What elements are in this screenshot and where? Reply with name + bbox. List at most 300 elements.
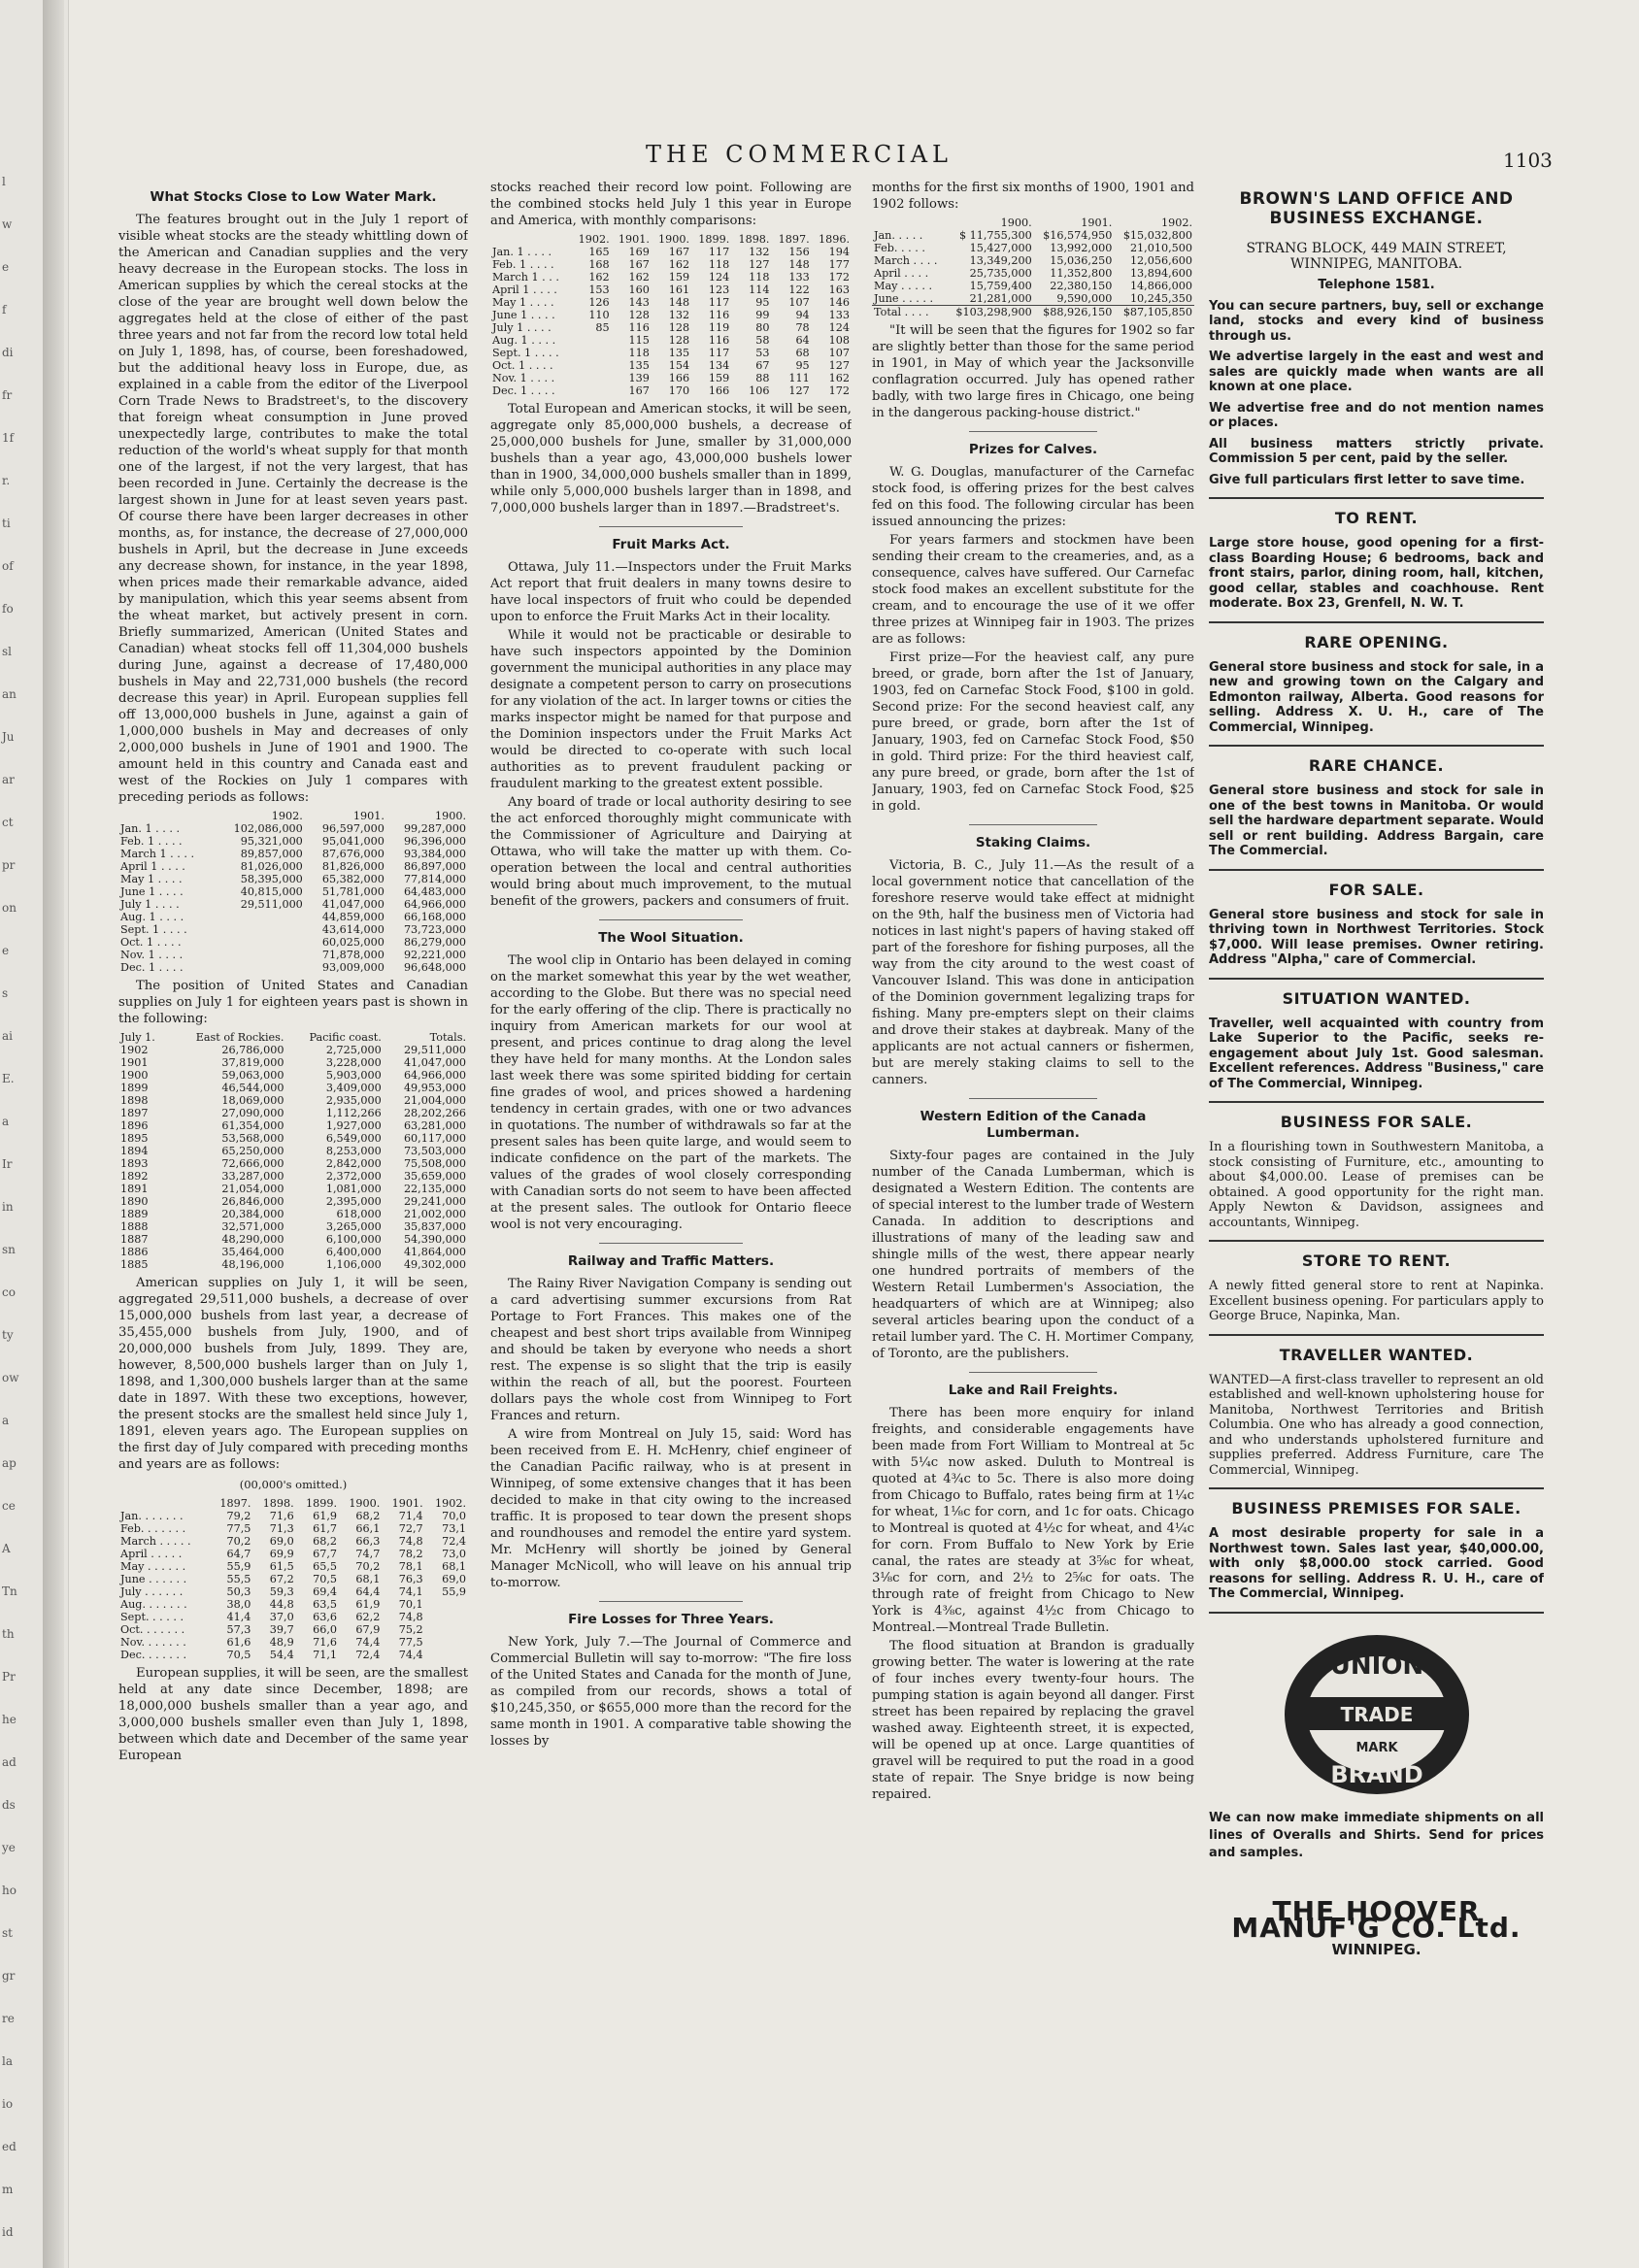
table-cell: 1896 (120, 1119, 149, 1132)
margin-fragment: Ju (2, 730, 15, 744)
table-cell: 99 (755, 309, 770, 321)
table-row (118, 1258, 468, 1271)
table-row (118, 1119, 468, 1132)
table-cell: 159 (708, 372, 730, 384)
table-cell (571, 372, 611, 384)
table-cell: 73,0 (442, 1548, 466, 1560)
table-row (490, 321, 852, 334)
table-cell: 166 (708, 384, 730, 397)
table-row (118, 1535, 468, 1548)
table-cell: 85 (595, 321, 610, 334)
margin-fragment: di (2, 346, 14, 359)
table-cell (425, 1636, 468, 1649)
table-cell: March . . . . (874, 254, 938, 267)
combined-stocks-table (490, 233, 852, 397)
table-cell: 70,1 (398, 1598, 423, 1611)
table-cell: 118 (628, 347, 650, 359)
table-row (118, 1585, 468, 1598)
margin-fragment: e (2, 260, 10, 274)
table-cell: 80 (755, 321, 770, 334)
table-cell: 93,384,000 (403, 848, 466, 860)
table-row (118, 1233, 468, 1246)
margin-fragment: ap (2, 1456, 17, 1470)
table-cell (571, 334, 611, 347)
margin-fragment: ds (2, 1798, 16, 1812)
table-header: 1900. (658, 233, 690, 246)
table-cell: 53 (755, 347, 770, 359)
table-cell: 67,9 (355, 1623, 381, 1636)
table-cell: 116 (708, 334, 730, 347)
article-title: Fruit Marks Act. (612, 537, 730, 552)
table-row (118, 1069, 468, 1082)
table-cell: 154 (668, 359, 690, 372)
table-cell: Total . . . . (872, 306, 946, 319)
table-header: 1901. (1081, 217, 1113, 229)
table-cell: 62,2 (355, 1611, 381, 1623)
table-cell: 1,112,266 (325, 1107, 382, 1119)
table-row (872, 280, 1194, 292)
table-cell: 70,5 (226, 1649, 251, 1661)
table-row (118, 1560, 468, 1573)
table-cell: 8,253,000 (325, 1145, 382, 1157)
table-cell: 66,168,000 (403, 911, 466, 923)
article-paragraph: First prize—For the heaviest calf, any pure breed, or grade, born after the 1st of January, 1903, fed on Carnefac Stock Food, $100 in gold. Second prize: For the second heaviest calf, any pure breed, or grade, born after the 1st of January, 1903, fed on Carnefac Stock Food, $50 in gold. Third prize: For the third heaviest calf, any pure breed, or grade, born after the 1st of January, 1903, fed on Carnefac Stock Food, $25 in gold. (872, 650, 1194, 814)
ad-title: BUSINESS FOR SALE. (1280, 1113, 1473, 1131)
table-header: 1899. (306, 1497, 338, 1510)
table-cell: 74,8 (398, 1535, 423, 1548)
table-header: 1896. (818, 233, 850, 246)
table-cell: Jan. . . . . . . (120, 1510, 184, 1522)
margin-fragment: s (2, 986, 9, 1000)
ad-title: BROWN'S LAND OFFICE AND BUSINESS EXCHANGE. (1239, 189, 1514, 228)
table-cell: 1,106,000 (325, 1258, 382, 1271)
table-cell: March . . . . . (120, 1535, 191, 1548)
table-cell: 128 (628, 309, 650, 321)
table-cell: 111 (788, 372, 810, 384)
table-cell: 2,372,000 (325, 1170, 382, 1183)
page-number: 1103 (1503, 149, 1553, 172)
table-header (872, 217, 946, 229)
table-cell (425, 1623, 468, 1636)
table-cell: 44,859,000 (321, 911, 385, 923)
table-row (490, 296, 852, 309)
table-cell: 1893 (120, 1157, 149, 1170)
margin-fragment: ct (2, 816, 14, 829)
table-cell: Aug. 1 . . . . (120, 911, 184, 923)
table-row (490, 359, 852, 372)
table-cell: 127 (828, 359, 850, 372)
table-cell: 61,7 (313, 1522, 338, 1535)
margin-fragment: Tn (2, 1584, 17, 1598)
table-cell: 35,837,000 (403, 1220, 466, 1233)
table-cell: 2,935,000 (325, 1094, 382, 1107)
ad-title: TRAVELLER WANTED. (1279, 1345, 1474, 1364)
table-cell: 6,549,000 (325, 1132, 382, 1145)
table-cell: Dec. 1 . . . . (492, 384, 555, 397)
table-cell: 68,2 (355, 1510, 381, 1522)
ad-title: BUSINESS PREMISES FOR SALE. (1231, 1499, 1522, 1518)
ad-divider (1209, 1334, 1544, 1336)
column-4-advertisements (1209, 180, 1544, 2210)
table-cell: 2,395,000 (325, 1195, 382, 1208)
table-cell: 107 (788, 296, 810, 309)
table-row (118, 1107, 468, 1119)
table-cell: 66,3 (355, 1535, 381, 1548)
table-row (490, 258, 852, 271)
table-row (118, 1649, 468, 1661)
table-row (118, 1522, 468, 1535)
table-cell: 162 (668, 258, 690, 271)
table-total-row (872, 306, 1194, 319)
table-cell: 116 (708, 309, 730, 321)
table-cell: 168 (588, 258, 610, 271)
table-cell: 61,9 (355, 1598, 381, 1611)
table-row (118, 923, 468, 936)
table-header: 1898. (738, 233, 770, 246)
table-row (118, 1044, 468, 1056)
table-cell: 148 (668, 296, 690, 309)
table-cell: 72,666,000 (221, 1157, 284, 1170)
table-cell: 163 (828, 284, 850, 296)
table-row (118, 1145, 468, 1157)
table-cell: 88 (755, 372, 770, 384)
table-cell: 61,9 (313, 1510, 338, 1522)
table-cell: 67 (755, 359, 770, 372)
margin-fragment: co (2, 1285, 16, 1299)
ad-text: A most desirable property for sale in a Northwest town. Sales last year, $40,000.00, with only $8,000.00 stock carried. Good reasons for selling. Address R. U. H., care of The Commercial, Winnipeg. (1209, 1526, 1544, 1601)
table-row (118, 1082, 468, 1094)
article-paragraph: Victoria, B. C., July 11.—As the result of a local government notice that cancellation of the foreshore reserve would take effect at midnight on the 9th, half the business men of Victoria had notices in last night's papers of having staked off part of the foreshore for fishing purposes, all the way from the city around to the west coast of Vancouver Island. This was done in anticipation of the Dominion government legalizing traps for fishing. Many pre-empters slept on their claims and drove their stakes at daybreak. Many of the applicants are not actual canners or fishermen, but are merely staking claims to sell to the canners. (872, 858, 1194, 1087)
ad-divider (1209, 745, 1544, 747)
table-cell: 1898 (120, 1094, 149, 1107)
margin-fragment: an (2, 687, 17, 701)
table-cell: May 1 . . . . (492, 296, 554, 309)
article-divider (969, 1098, 1098, 1099)
table-header: Pacific coast. (309, 1031, 382, 1044)
table-cell (571, 359, 611, 372)
table-row (872, 292, 1194, 306)
table-cell: July . . . . . . (120, 1585, 184, 1598)
table-cell: 13,992,000 (1050, 242, 1113, 254)
table-cell: Jan. . . . . (874, 229, 923, 242)
table-header: 1899. (698, 233, 730, 246)
table-header: 1900. (434, 810, 466, 822)
ad-address: STRANG BLOCK, 449 MAIN STREET, WINNIPEG, MANITOBA. (1246, 241, 1507, 272)
table-cell: 55,9 (442, 1585, 466, 1598)
table-cell: 26,846,000 (221, 1195, 284, 1208)
table-cell: 64,7 (226, 1548, 251, 1560)
table-cell: 1895 (120, 1132, 149, 1145)
table-row (118, 1195, 468, 1208)
article-title: Railway and Traffic Matters. (567, 1253, 775, 1269)
classified-ad (1209, 633, 1544, 736)
table-row (872, 229, 1194, 242)
table-cell: 96,396,000 (403, 835, 466, 848)
table-cell: 29,511,000 (240, 898, 303, 911)
ad-title: RARE OPENING. (1304, 632, 1449, 651)
ad-text: We advertise largely in the east and west and sales are quickly made when wants are all known at one place. (1209, 350, 1544, 394)
table-cell (215, 949, 305, 961)
ad-divider (1209, 869, 1544, 871)
article-divider (969, 1372, 1098, 1373)
table-cell: 117 (708, 296, 730, 309)
table-cell: 70,2 (355, 1560, 381, 1573)
table-cell: 70,2 (226, 1535, 251, 1548)
table-cell: 48,196,000 (221, 1258, 284, 1271)
ad-title: FOR SALE. (1328, 880, 1424, 899)
table-row (118, 936, 468, 949)
table-header: 1897. (219, 1497, 251, 1510)
margin-fragment: f (2, 303, 7, 317)
table-cell: 114 (749, 284, 770, 296)
table-row (118, 1246, 468, 1258)
table-cell: 55,9 (226, 1560, 251, 1573)
ad-title: STORE TO RENT. (1301, 1251, 1452, 1270)
table-cell: 66,1 (355, 1522, 381, 1535)
table-cell: 118 (708, 258, 730, 271)
margin-fragment: ed (2, 2140, 17, 2153)
table-cell: 71,1 (313, 1649, 338, 1661)
browns-land-office-ad (1209, 189, 1544, 487)
table-row (118, 1510, 468, 1522)
column-3 (872, 180, 1194, 2210)
margin-fragment: st (2, 1926, 13, 1940)
article-paragraph: A wire from Montreal on July 15, said: Word has been received from E. H. McHenry, chief engineer of the Canadian Pacific railway, who is at present in Winnipeg, of some extensive changes that it has been decided to make in that city owing to the increased traffic. It is proposed to tear down the present shops and roundhouses and remodel the entire yard system. Mr. McHenry will shortly be joined by General Manager McNicoll, who will leave on his annual trip to-morrow. (490, 1427, 852, 1590)
table-cell: Aug. . . . . . . (120, 1598, 187, 1611)
table-cell: 133 (828, 309, 850, 321)
table-cell: Dec. . . . . . . (120, 1649, 187, 1661)
table-cell: 119 (708, 321, 730, 334)
table-cell: 166 (668, 372, 690, 384)
table-cell: 73,723,000 (403, 923, 466, 936)
table-cell: May . . . . . . (120, 1560, 186, 1573)
table-row (872, 254, 1194, 267)
table-cell: 143 (628, 296, 650, 309)
ad-title: TO RENT. (1334, 509, 1419, 527)
wheat-stocks-table (118, 810, 468, 974)
article-paragraph: The flood situation at Brandon is gradually growing better. The water is lowering at the rate of four inches every twenty-four hours. The pumping station is again beyond all danger. First street has been repaired by replacing the gravel washed away. Eighteenth street, it is expected, will be opened up at once. Large quantities of gravel will be required to put the road in a good state of repair. The Snye bridge is now being repaired. (872, 1639, 1194, 1802)
table-cell: 93,009,000 (321, 961, 385, 974)
table-header: 1901. (618, 233, 650, 246)
page-header (0, 141, 1639, 170)
table-header: 1901. (352, 810, 385, 822)
table-cell: 167 (668, 246, 690, 258)
table-cell: 159 (668, 271, 690, 284)
table-cell: 169 (628, 246, 650, 258)
table-cell: 49,953,000 (403, 1082, 466, 1094)
table-row (118, 1548, 468, 1560)
table-cell: 57,3 (226, 1623, 251, 1636)
brand-ad (1209, 1627, 1544, 1958)
ad-title: RARE CHANCE. (1308, 756, 1445, 775)
table-header: 1900. (349, 1497, 381, 1510)
table-header: 1897. (778, 233, 810, 246)
table-cell: 54,4 (269, 1649, 294, 1661)
ad-divider (1209, 1101, 1544, 1103)
table-header (490, 233, 571, 246)
table-cell: 22,135,000 (403, 1183, 466, 1195)
table-cell: 123 (708, 284, 730, 296)
article-paragraph: Any board of trade or local authority desiring to see the act enforced thoroughly might communicate with the Commissioner of Agriculture and Dairying at Ottawa, who will take the matter up with them. Co-operation between the local and central authorities would bring about much improvement, to the mutual benefit of the growers, packers and consumers of fruit. (490, 795, 852, 909)
union-trade-mark-brand-logo (1275, 1627, 1479, 1802)
table-cell: $ 11,755,300 (958, 229, 1032, 242)
ad-text: General store business and stock for sale, in a new and growing town on the Calgary and Edmonton railway, Alberta. Good reasons for selling. Address X. U. H., care of The Commercial, Winnipeg. (1209, 659, 1544, 735)
table-cell: 78,1 (398, 1560, 423, 1573)
table-cell: 70,5 (313, 1573, 338, 1585)
table-row (118, 1598, 468, 1611)
table-cell: 77,814,000 (403, 873, 466, 885)
ad-title: SITUATION WANTED. (1282, 988, 1471, 1008)
table-cell: 94 (795, 309, 810, 321)
table-cell: 35,659,000 (403, 1170, 466, 1183)
table-cell: 1900 (120, 1069, 149, 1082)
table-cell: 71,6 (269, 1510, 294, 1522)
table-cell: 71,878,000 (321, 949, 385, 961)
table-cell: 66,0 (313, 1623, 338, 1636)
table-cell: 81,826,000 (321, 860, 385, 873)
margin-fragment: a (2, 1115, 10, 1128)
table-cell: Sept. . . . . . (120, 1611, 184, 1623)
table-cell: 69,0 (442, 1573, 466, 1585)
table-cell: 127 (749, 258, 770, 271)
brand-note: We can now make immediate shipments on all lines of Overalls and Shirts. Send for prices and samples. (1209, 1810, 1544, 1860)
article-paragraph: Ottawa, July 11.—Inspectors under the Fruit Marks Act report that fruit dealers in many towns desire to have local inspectors of fruit who could be depended upon to enforce the Fruit Marks Act in their locality. (490, 560, 852, 624)
table-cell: 29,241,000 (403, 1195, 466, 1208)
table-caption: (00,000's omitted.) (239, 1478, 348, 1491)
table-cell: 1902 (120, 1044, 149, 1056)
table-cell: 13,349,200 (969, 254, 1032, 267)
table-cell: 69,9 (269, 1548, 294, 1560)
table-cell (425, 1611, 468, 1623)
table-cell: 51,781,000 (321, 885, 385, 898)
table-header: 1902. (578, 233, 610, 246)
table-cell: 108 (828, 334, 850, 347)
table-cell: 106 (749, 384, 770, 397)
margin-fragment: ty (2, 1328, 14, 1342)
margin-fragment: fo (2, 602, 14, 616)
table-cell: 39,7 (269, 1623, 294, 1636)
table-cell: Feb. . . . . . . (120, 1522, 186, 1535)
table-cell: 63,281,000 (403, 1119, 466, 1132)
article-paragraph: "It will be seen that the figures for 1902 so far are slightly better than those for the same period in 1901, in May of which year the Jacksonville conflagration occurred. July has opened rather badly, with two large fires in Chicago, one being in the dangerous packing-house district." (872, 323, 1194, 420)
table-cell: 162 (588, 271, 610, 284)
table-cell: 1892 (120, 1170, 149, 1183)
table-header: 1902. (271, 810, 303, 822)
ad-text: Give full particulars first letter to save time. (1209, 472, 1525, 487)
table-header: East of Rockies. (195, 1031, 284, 1044)
article-divider (599, 919, 744, 920)
table-cell: June 1 . . . . (492, 309, 555, 321)
table-cell: 38,0 (226, 1598, 251, 1611)
table-cell: 26,786,000 (221, 1044, 284, 1056)
table-row (118, 1573, 468, 1585)
table-cell: Feb. 1 . . . . (120, 835, 183, 848)
ad-text: You can secure partners, buy, sell or exchange land, stocks and every kind of business through us. (1209, 298, 1544, 344)
table-cell: 21,054,000 (221, 1183, 284, 1195)
table-cell: 12,056,600 (1129, 254, 1192, 267)
table-cell: 29,511,000 (403, 1044, 466, 1056)
ad-telephone: Telephone 1581. (1318, 278, 1435, 292)
article-paragraph: months for the first six months of 1900, 1901 and 1902 follows: (872, 181, 1194, 212)
table-cell: 124 (828, 321, 850, 334)
table-cell (215, 923, 305, 936)
margin-fragment: sl (2, 645, 12, 658)
table-row (872, 242, 1194, 254)
table-cell (215, 936, 305, 949)
ad-divider (1209, 978, 1544, 980)
logo-text-mark: MARK (1355, 1740, 1398, 1755)
table-cell: Oct. . . . . . . (120, 1623, 185, 1636)
table-cell: 77,5 (226, 1522, 251, 1535)
table-row (118, 911, 468, 923)
table-cell: 65,5 (313, 1560, 338, 1573)
ad-text: Traveller, well acquainted with country from Lake Superior to the Pacific, seeks re-engagement about July 1st. Good salesman. Excellent references. Address "Business," care of The Commercial, Winnipeg. (1209, 1016, 1544, 1091)
table-header: 1898. (262, 1497, 294, 1510)
margin-fragment: re (2, 2012, 15, 2025)
margin-fragment: in (2, 1200, 14, 1214)
article-title: Lake and Rail Freights. (948, 1383, 1119, 1398)
article-divider (599, 526, 744, 527)
table-cell: 115 (628, 334, 650, 347)
table-row (118, 860, 468, 873)
table-cell: Nov. 1 . . . . (492, 372, 555, 384)
table-cell: 72,7 (398, 1522, 423, 1535)
table-row (118, 885, 468, 898)
table-cell: 65,250,000 (221, 1145, 284, 1157)
table-cell: 41,864,000 (403, 1246, 466, 1258)
table-cell (215, 911, 305, 923)
table-cell: 127 (788, 384, 810, 397)
margin-fragment: io (2, 2097, 14, 2111)
article-paragraph: American supplies on July 1, it will be seen, aggregated 29,511,000 bushels, a decrease of over 15,000,000 bushels from last year, a decrease of 35,455,000 bushels from July, 1900, and of 20,000,000 bushels from July, 1899. They are, however, 8,500,000 bushels larger than on July 1, 1898, and 1,300,000 bushels larger than at the same date in 1897. With these two exceptions, however, the present stocks are the smallest held since July 1, 1891, eleven years ago. The European supplies on the first day of July compared with preceding months and years are as follows: (118, 1276, 468, 1472)
table-cell: 21,010,500 (1129, 242, 1192, 254)
table-cell: 55,5 (226, 1573, 251, 1585)
margin-fragment: e (2, 944, 10, 957)
table-cell: 74,4 (355, 1636, 381, 1649)
company-name: THE HOOVER MANUF'G CO. Ltd. (1231, 1894, 1522, 1944)
table-row (118, 1094, 468, 1107)
table-cell: 128 (668, 334, 690, 347)
table-cell: 21,004,000 (403, 1094, 466, 1107)
table-cell: 92,221,000 (403, 949, 466, 961)
table-row (118, 1220, 468, 1233)
classified-ad (1209, 1346, 1544, 1479)
margin-fragment: ow (2, 1371, 19, 1384)
table-header (118, 810, 215, 822)
article-divider (969, 431, 1098, 432)
table-cell: 41,047,000 (321, 898, 385, 911)
ad-divider (1209, 1487, 1544, 1489)
column-2 (490, 180, 852, 2210)
article-title: Prizes for Calves. (968, 442, 1098, 457)
table-cell: 44,8 (269, 1598, 294, 1611)
table-row (118, 873, 468, 885)
table-cell: 162 (628, 271, 650, 284)
european-supplies-table (118, 1497, 468, 1661)
margin-fragment: a (2, 1414, 10, 1427)
table-header: 1902. (434, 1497, 466, 1510)
margin-fragment: Pr (2, 1670, 16, 1684)
table-cell: 177 (828, 258, 850, 271)
table-cell: 172 (828, 384, 850, 397)
ad-text: A newly fitted general store to rent at Napinka. Excellent business opening. For particulars apply to George Bruce, Napinka, Man. (1209, 1279, 1544, 1323)
table-cell: 1,081,000 (325, 1183, 382, 1195)
table-cell: 126 (588, 296, 610, 309)
table-row (118, 1208, 468, 1220)
margin-fragment: fr (2, 388, 13, 402)
table-cell: 74,7 (355, 1548, 381, 1560)
margin-fragment: ar (2, 773, 15, 786)
